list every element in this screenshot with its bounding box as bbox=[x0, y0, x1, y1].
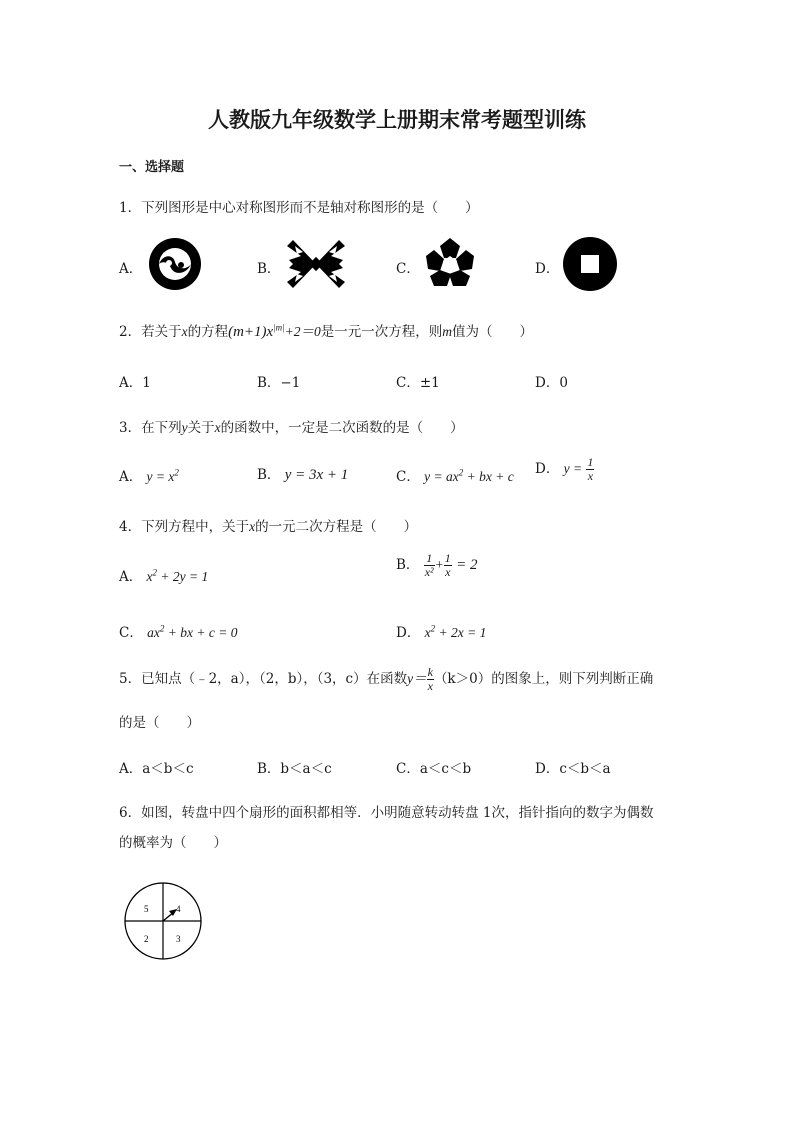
q3-option-b-expr: y = 3x + 1 bbox=[284, 467, 349, 483]
q3-option-a-exp: 2 bbox=[174, 467, 179, 478]
q2-var-x: x bbox=[181, 324, 188, 339]
q3-option-a bbox=[119, 465, 179, 485]
q2-option-d: D．0 bbox=[535, 375, 568, 391]
q2-stem-mid: 的方程 bbox=[187, 324, 229, 340]
q4-option-c-tail: + bx + c = 0 bbox=[164, 625, 238, 640]
q5-stem-post: （k＞0）的图象上，则下列判断正确 bbox=[433, 671, 654, 687]
spinner-sector-3: 3 bbox=[176, 934, 181, 944]
spinner-sector-2: 2 bbox=[144, 934, 149, 944]
q2-equation: (m+1)x bbox=[228, 324, 274, 340]
q4-option-b-fraction-2 bbox=[444, 552, 452, 579]
q2-stem-post: 是一元一次方程，则 bbox=[320, 324, 443, 340]
q5-option-a: A．a＜b＜c bbox=[119, 761, 194, 777]
q5-func-y: y＝ bbox=[407, 671, 427, 686]
q2-option-a: A．1 bbox=[119, 375, 151, 391]
q2-stem-end: 值为（ ） bbox=[452, 324, 534, 340]
fraction-denominator: x bbox=[445, 565, 451, 579]
q3-option-d-label: D． bbox=[535, 461, 560, 477]
q4-option-d-tail: + 2x = 1 bbox=[435, 625, 487, 640]
four-petal-knot-figure bbox=[285, 234, 347, 294]
q2-option-c: C．±1 bbox=[396, 375, 440, 391]
q5-option-b: B．b＜a＜c bbox=[257, 761, 332, 777]
question-6-stem-line2: 的概率为（ ） bbox=[119, 835, 227, 851]
q4-option-a-expr: x bbox=[146, 569, 153, 584]
q4-option-a-exp: 2 bbox=[152, 567, 158, 578]
q3-option-c-tail: + bx + c bbox=[463, 469, 514, 484]
q2-equation-tail: +2＝0 bbox=[284, 324, 321, 339]
q4-option-b-label: B． bbox=[396, 557, 420, 573]
q2-exponent: |m| bbox=[273, 322, 285, 333]
q4-option-a bbox=[119, 565, 208, 585]
question-2-stem bbox=[119, 320, 533, 341]
q4-stem-end: 的一元二次方程是（ ） bbox=[255, 519, 418, 535]
q4-option-b-tail: = 2 bbox=[456, 557, 478, 573]
q3-option-c bbox=[396, 465, 514, 485]
pentagon-flower-figure bbox=[422, 236, 478, 292]
q4-option-d-exp: 2 bbox=[430, 623, 436, 634]
fraction-numerator: 1 bbox=[444, 551, 451, 565]
q3-option-c-exp: 2 bbox=[458, 467, 464, 478]
q5-stem-pre: 5．已知点（﹣2，a），（2，b），（3，c）在函数 bbox=[119, 671, 408, 687]
fraction-denominator: x bbox=[587, 469, 594, 483]
q3-option-d-fraction bbox=[586, 456, 594, 483]
section-heading: 一、选择题 bbox=[119, 160, 185, 175]
q4-option-b-plus: + bbox=[434, 557, 444, 572]
spinner-sector-4: 4 bbox=[176, 904, 181, 914]
q3-option-b bbox=[257, 463, 348, 484]
fraction-numerator: 1 bbox=[587, 455, 594, 469]
fraction-denominator: x² bbox=[424, 565, 434, 579]
q3-stem-pre: 3．在下列 bbox=[119, 420, 182, 436]
q4-option-d-label: D． bbox=[396, 625, 421, 641]
q1-option-a-label: A． bbox=[119, 261, 143, 277]
question-3-stem bbox=[119, 416, 464, 436]
q3-option-a-expr: y = x bbox=[146, 469, 175, 484]
question-4-stem bbox=[119, 515, 417, 535]
q4-option-c-expr: ax bbox=[147, 625, 160, 640]
q3-option-a-label: A． bbox=[119, 469, 143, 485]
q5-option-d: D．c＜b＜a bbox=[535, 761, 611, 777]
q4-option-b-fraction-1 bbox=[424, 552, 435, 579]
q3-option-c-expr: y = ax bbox=[424, 469, 459, 484]
fraction-denominator: x bbox=[427, 679, 433, 693]
q3-option-c-label: C． bbox=[396, 469, 420, 485]
q2-var-m: m bbox=[442, 324, 453, 339]
q3-stem-mid: 关于 bbox=[187, 420, 215, 436]
fraction-numerator: k bbox=[427, 665, 433, 679]
q3-stem-end: 的函数中，一定是二次函数的是（ ） bbox=[220, 420, 464, 436]
square-hole-coin-figure bbox=[562, 236, 618, 292]
q3-option-d-pre: y = bbox=[563, 461, 583, 476]
q4-option-c-label: C． bbox=[119, 625, 143, 641]
q4-var-x: x bbox=[249, 519, 256, 534]
fraction-numerator: 1 bbox=[424, 552, 435, 566]
q4-option-a-label: A． bbox=[119, 569, 143, 585]
spinner-sector-5: 5 bbox=[144, 904, 149, 914]
q2-option-b: B．−1 bbox=[257, 375, 301, 391]
q3-option-d bbox=[535, 456, 594, 483]
q4-option-a-tail: + 2y = 1 bbox=[157, 569, 209, 584]
q1-option-b-label: B． bbox=[257, 261, 281, 277]
q1-option-d-label: D． bbox=[535, 261, 560, 277]
q5-func-fraction bbox=[427, 666, 434, 693]
q5-option-c: C．a＜c＜b bbox=[396, 761, 472, 777]
q4-stem-pre: 4．下列方程中，关于 bbox=[119, 519, 250, 535]
q3-var-x: x bbox=[214, 420, 221, 435]
q4-option-c bbox=[119, 621, 237, 641]
question-1-stem: 1．下列图形是中心对称图形而不是轴对称图形的是（ ） bbox=[119, 200, 479, 216]
q3-var-y: y bbox=[181, 420, 188, 435]
spinner-figure bbox=[122, 880, 204, 962]
q4-option-d-expr: x bbox=[424, 625, 431, 640]
question-5-stem-line2: 的是（ ） bbox=[119, 715, 200, 731]
question-5-stem bbox=[119, 666, 653, 693]
q2-stem-pre: 2．若关于 bbox=[119, 324, 182, 340]
q4-option-c-exp: 2 bbox=[159, 623, 165, 634]
page-title: 人教版九年级数学上册期末常考题型训练 bbox=[208, 108, 586, 132]
question-6-stem-line1: 6．如图，转盘中四个扇形的面积都相等．小明随意转动转盘 1次，指针指向的数字为偶数 bbox=[119, 805, 654, 821]
swirl-ring-figure bbox=[147, 236, 203, 292]
q3-option-b-label: B． bbox=[257, 467, 281, 483]
q4-option-b bbox=[396, 552, 477, 579]
q4-option-d bbox=[396, 621, 486, 641]
q1-option-c-label: C． bbox=[396, 261, 420, 277]
